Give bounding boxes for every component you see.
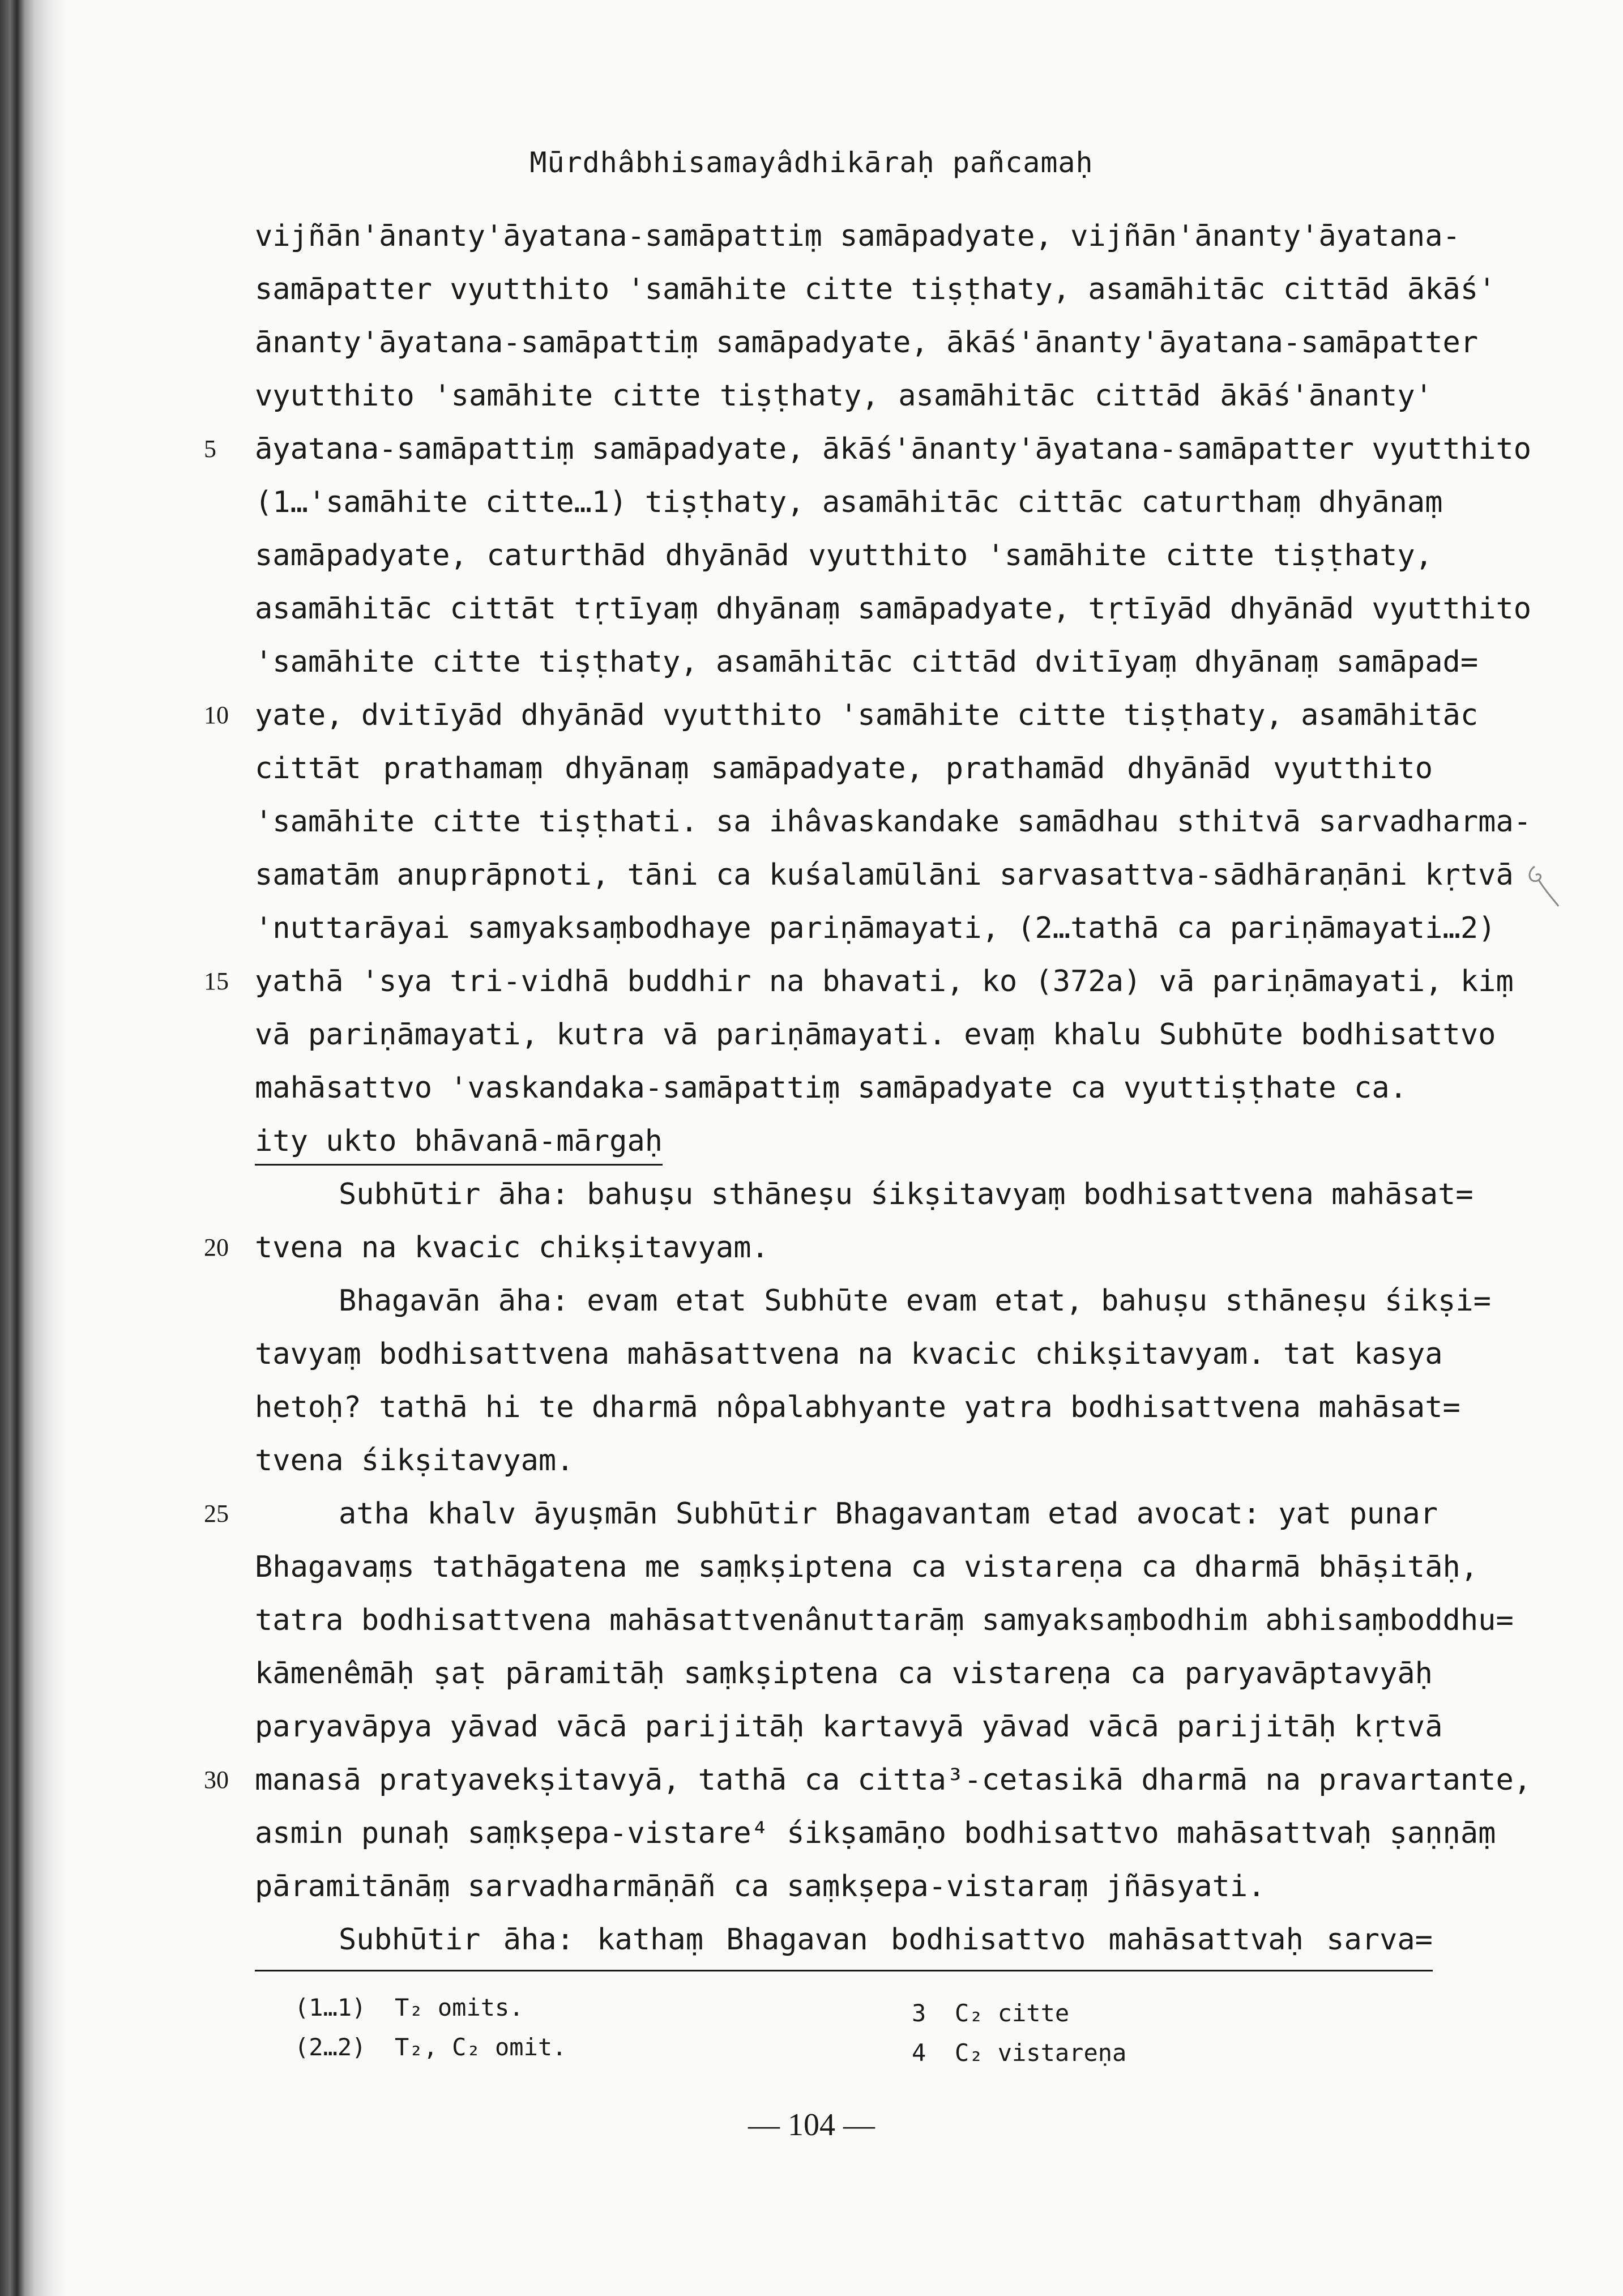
text-line: tavyaṃ bodhisattvena mahāsattvena na kvacic chikṣitavyam. tat kasya [255,1337,1443,1371]
line-number: 10 [204,701,229,729]
pencil-mark-icon [1523,855,1563,912]
text-line: (1…'samāhite citte…1) tiṣṭhaty, asamāhitāc cittāc caturthaṃ dhyānaṃ [255,485,1443,519]
text-line: tatra bodhisattvena mahāsattvenânuttarāṃ samyaksaṃbodhim abhisaṃboddhu= [255,1603,1514,1637]
footnote: 3 C₂ citte [912,1999,1070,2027]
text-line: 'samāhite citte tiṣṭhaty, asamāhitāc cittād dvitīyaṃ dhyānaṃ samāpad= [255,645,1479,679]
text-line: samāpatter vyutthito 'samāhite citte tiṣṭhaty, asamāhitāc cittād ākāś' [255,272,1496,306]
footnote-rule [255,1970,1433,1971]
text-line: asmin punaḥ saṃkṣepa-vistare⁴ śikṣamāṇo bodhisattvo mahāsattvaḥ ṣaṇṇāṃ [255,1816,1496,1850]
line-number: 25 [204,1500,229,1527]
line-number: 20 [204,1234,229,1261]
text-line: 10 yate, dvitīyād dhyānād vyutthito 'samāhite citte tiṣṭhaty, asamāhitāc [255,689,1433,742]
section-heading-line [255,1115,1433,1168]
text-line: 25 atha khalv āyuṣmān Subhūtir Bhagavantam etad avocat: yat punar [255,1487,1433,1540]
text-line: Bhagavaṃs tathāgatena me saṃkṣiptena ca vistareṇa ca dharmā bhāṣitāḥ, [255,1550,1479,1584]
text-line: paryavāpya yāvad vācā parijitāḥ kartavyā yāvad vācā parijitāḥ kṛtvā [255,1710,1443,1744]
text-line: asamāhitāc cittāt tṛtīyaṃ dhyānaṃ samāpadyate, tṛtīyād dhyānād vyutthito [255,592,1532,626]
text-line: hetoḥ? tathā hi te dharmā nôpalabhyante yatra bodhisattvena mahāsat= [255,1390,1460,1424]
text-line: 'nuttarāyai samyaksaṃbodhaye pariṇāmayati, (2…tathā ca pariṇāmayati…2) [255,911,1496,945]
text-line: cittāt prathamaṃ dhyānaṃ samāpadyate, prathamād dhyānād vyutthito [255,752,1433,786]
line-number: 30 [204,1766,229,1794]
line-number: 5 [204,435,216,463]
text-line: samatām anuprāpnoti, tāni ca kuśalamūlāni sarvasattva-sādhāraṇāni kṛtvā [255,858,1514,892]
text-line: 20 tvena na kvacic chikṣitavyam. [255,1221,1433,1274]
text-line: Bhagavān āha: evam etat Subhūte evam etat, bahuṣu sthāneṣu śikṣi= [339,1284,1491,1318]
footnote: (2…2) T₂, C₂ omit. [294,2033,567,2061]
page-number: — 104 — [748,2107,875,2143]
scan-binding-shadow [0,0,68,2296]
text-line: vā pariṇāmayati, kutra vā pariṇāmayati. evaṃ khalu Subhūte bodhisattvo [255,1018,1496,1052]
section-heading: ity ukto bhāvanā-mārgaḥ [255,1119,663,1166]
text-line: vijñān'ānanty'āyatana-samāpattiṃ samāpadyate, vijñān'ānanty'āyatana- [255,219,1460,253]
line-number: 15 [204,967,229,995]
text-line: ānanty'āyatana-samāpattiṃ samāpadyate, ākāś'ānanty'āyatana-samāpatter [255,326,1479,360]
footnote: 4 C₂ vistareṇa [912,2039,1127,2067]
main-text [204,210,1532,1966]
text-line: 5 āyatana-samāpattiṃ samāpadyate, ākāś'ānanty'āyatana-samāpatter vyutthito [255,423,1433,476]
text-line: mahāsattvo 'vaskandaka-samāpattiṃ samāpadyate ca vyuttiṣṭhate ca. [255,1071,1407,1105]
text-line: samāpadyate, caturthād dhyānād vyutthito 'samāhite citte tiṣṭhaty, [255,539,1433,573]
running-header: Mūrdhâbhisamayâdhikāraḥ pañcamaḥ [529,146,1094,179]
text-line: 30 manasā pratyavekṣitavyā, tathā ca citta³-cetasikā dharmā na pravartante, [255,1753,1433,1807]
text-line: Subhūtir āha: bahuṣu sthāneṣu śikṣitavyaṃ bodhisattvena mahāsat= [339,1177,1473,1211]
text-line: pāramitānāṃ sarvadharmāṇāñ ca saṃkṣepa-vistaraṃ jñāsyati. [255,1870,1266,1904]
text-line: Subhūtir āha: kathaṃ Bhagavan bodhisattvo mahāsattvaḥ sarva= [339,1923,1433,1957]
text-line: kāmenêmāḥ ṣaṭ pāramitāḥ saṃkṣiptena ca vistareṇa ca paryavāptavyāḥ [255,1657,1433,1691]
footnote: (1…1) T₂ omits. [294,1994,524,2021]
text-line: tvena śikṣitavyam. [255,1444,574,1478]
text-line: vyutthito 'samāhite citte tiṣṭhaty, asamāhitāc cittād ākāś'ānanty' [255,379,1433,413]
text-line: 15 yathā 'sya tri-vidhā buddhir na bhavati, ko (372a) vā pariṇāmayati, kiṃ [255,955,1433,1008]
text-line: 'samāhite citte tiṣṭhati. sa ihâvaskandake samādhau sthitvā sarvadharma- [255,805,1532,839]
